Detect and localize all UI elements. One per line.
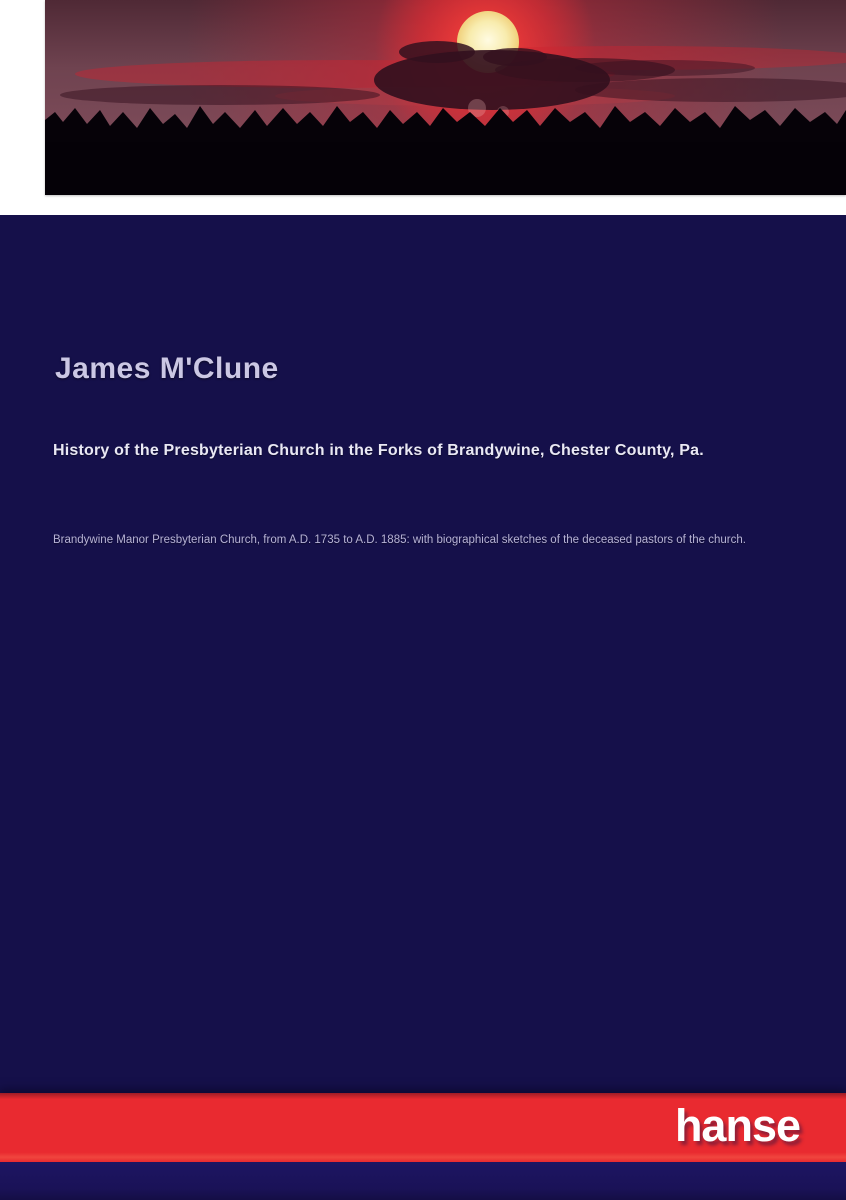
book-subtitle: Brandywine Manor Presbyterian Church, from A.D. 1735 to A.D. 1885: with biographical sketches of the deceased pastors of the church. [53, 534, 746, 546]
book-title: History of the Presbyterian Church in the Forks of Brandywine, Chester County, Pa. [53, 442, 704, 459]
publisher-logo: hanse [674, 1100, 800, 1151]
publisher-band [0, 1093, 846, 1162]
sunset-over-treeline-photo [45, 0, 846, 195]
photo-zone [0, 0, 846, 215]
cover-photo [45, 0, 846, 195]
author-name: James M'Clune [55, 352, 279, 385]
bottom-strip [0, 1162, 846, 1200]
